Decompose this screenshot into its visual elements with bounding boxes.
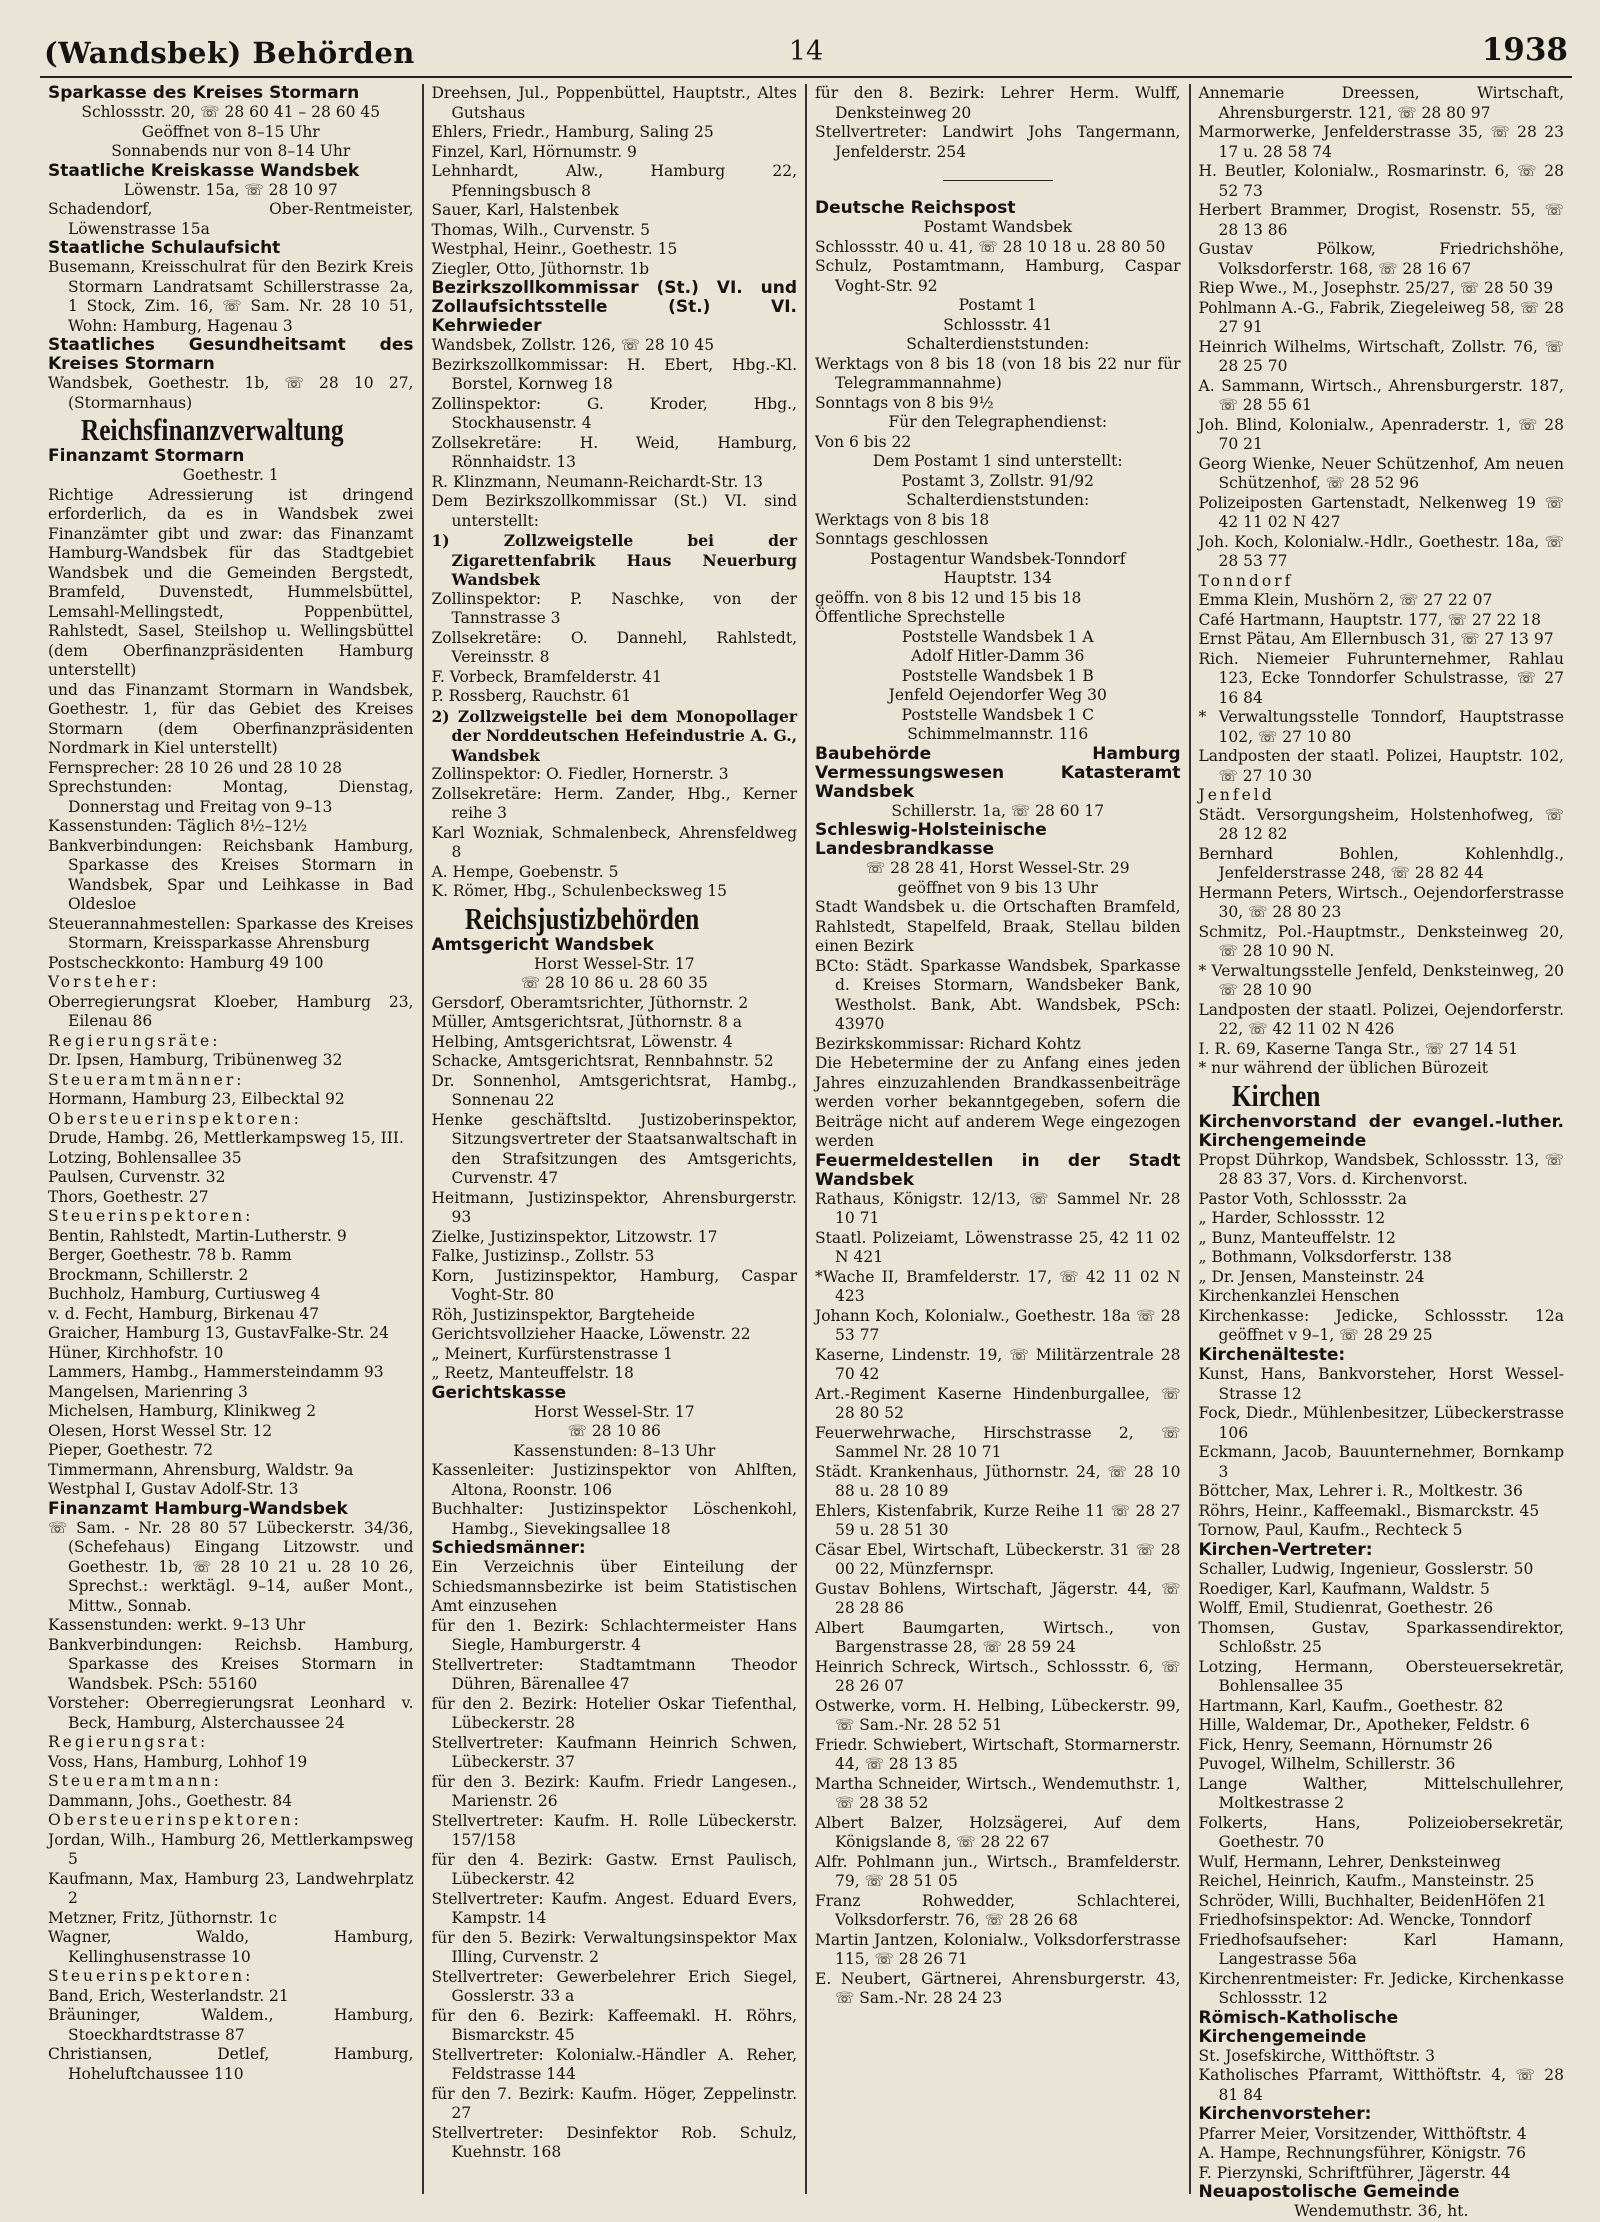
entry: Polizeiposten Gartenstadt, Nelkenweg 19 ☏ 42 11 02 N 427 — [1198, 493, 1564, 531]
entry: Café Hartmann, Hauptstr. 177, ☏ 27 22 18 — [1198, 610, 1541, 629]
entry: Friedr. Schwiebert, Wirtschaft, Stormarnerstr. 44, ☏ 28 13 85 — [815, 1735, 1181, 1773]
entry: für den 3. Bezirk: Kaufm. Friedr Langesen., Marienstr. 26 — [431, 1772, 797, 1810]
entry: Cäsar Ebel, Wirtschaft, Lübeckerstr. 31 ☏ 28 00 22, Münzfernspr. — [815, 1540, 1181, 1578]
entry: Tornow, Paul, Kaufm., Rechteck 5 — [1198, 1521, 1463, 1539]
sub-heading: Kirchenälteste: — [1198, 1344, 1346, 1365]
entry: Bernhard Bohlen, Kohlenhdlg., Jenfelderstrasse 248, ☏ 28 82 44 — [1198, 844, 1564, 882]
entry: Emma Klein, Mushörn 2, ☏ 27 22 07 — [1198, 591, 1493, 609]
major-heading: Reichsjustizbehörden — [464, 900, 699, 936]
entry: Wolff, Emil, Studienrat, Goethestr. 26 — [1198, 1599, 1494, 1617]
entry: Sprechstunden: Montag, Dienstag, Donnerstag und Freitag von 9–13 — [48, 778, 414, 816]
entry: Kaufmann, Max, Hamburg 23, Landwehrplatz 2 — [48, 1869, 414, 1907]
entry: für den 2. Bezirk: Hotelier Oskar Tiefenthal, Lübeckerstr. 28 — [431, 1694, 797, 1732]
spaced-label: Obersteuerinspektoren: — [48, 1811, 302, 1829]
section-heading: Schleswig-Holsteinische Landesbrandkasse — [815, 820, 1047, 859]
centered-line: Schimmelmannstr. 116 — [907, 725, 1089, 743]
entry: Rathaus, Königstr. 12/13, ☏ Sammel Nr. 28 10 71 — [815, 1189, 1181, 1227]
entry: Wandsbek, Zollstr. 126, ☏ 28 10 45 — [431, 336, 715, 354]
entry: H. Beutler, Kolonialw., Rosmarinstr. 6, ☏ 28 52 73 — [1198, 162, 1564, 200]
centered-line: Postagentur Wandsbek-Tonndorf — [869, 549, 1126, 568]
entry: Friedhofsaufseher: Karl Hamann, Langestrasse 56a — [1198, 1930, 1564, 1968]
entry: Hermann Peters, Wirtsch., Oejendorferstrasse 30, ☏ 28 80 23 — [1198, 883, 1564, 921]
entry: Gerichtsvollzieher Haacke, Löwenstr. 22 — [431, 1325, 751, 1343]
entry: Schaller, Ludwig, Ingenieur, Gosslerstr. 50 — [1198, 1560, 1534, 1578]
entry: Öffentliche Sprechstelle — [815, 608, 1006, 626]
entry: Lehnhardt, Alw., Hamburg 22, Pfenningsbusch 8 — [431, 162, 797, 200]
entry: Zielke, Justizinspektor, Litzowstr. 17 — [431, 1227, 718, 1246]
entry: Christiansen, Detlef, Hamburg, Hoheluftchaussee 110 — [48, 2045, 414, 2083]
entry: Dem Bezirkszollkommissar (St.) VI. sind unterstellt: — [431, 492, 797, 530]
entry: Ostwerke, vorm. H. Helbing, Lübeckerstr. 99, ☏ Sam.-Nr. 28 52 51 — [815, 1696, 1181, 1734]
centered-line: Postamt 3, Zollstr. 91/92 — [901, 471, 1095, 490]
centered-line: Adolf Hitler-Damm 36 — [911, 647, 1085, 665]
centered-line: Kassenstunden: 8–13 Uhr — [513, 1441, 716, 1460]
section-heading: Neuapostolische Gemeinde — [1198, 2182, 1460, 2202]
column-2 — [424, 84, 808, 2194]
entry: „ Reetz, Manteuffelstr. 18 — [431, 1364, 634, 1382]
entry: Puvogel, Wilhelm, Schillerstr. 36 — [1198, 1755, 1456, 1773]
entry: R. Klinzmann, Neumann-Reichardt-Str. 13 — [431, 472, 763, 491]
entry: Annemarie Dreessen, Wirtschaft, Ahrensburgerstr. 121, ☏ 28 80 97 — [1198, 84, 1564, 122]
entry: Ehlers, Friedr., Hamburg, Saling 25 — [431, 123, 714, 141]
entry: Michelsen, Hamburg, Klinikweg 2 — [48, 1402, 317, 1420]
entry: „ Dr. Jensen, Mansteinstr. 24 — [1198, 1267, 1425, 1286]
entry: Buchhalter: Justizinspektor Löschenkohl, Hambg., Sievekingsallee 18 — [431, 1500, 797, 1538]
entry: Kirchenkasse: Jedicke, Schlossstr. 12a geöffnet v 9–1, ☏ 28 29 25 — [1198, 1306, 1564, 1344]
entry: Kunst, Hans, Bankvorsteher, Horst Wessel-Strasse 12 — [1198, 1365, 1564, 1403]
entry: Sonntags von 8 bis 9½ — [815, 393, 994, 412]
entry: Katholisches Pfarramt, Witthöftstr. 4, ☏ 28 81 84 — [1198, 2066, 1564, 2104]
entry: Olesen, Horst Wessel Str. 12 — [48, 1421, 273, 1440]
column-3 — [807, 84, 1191, 2194]
entry: Stellvertreter: Desinfektor Rob. Schulz, Kuehnstr. 168 — [431, 2123, 797, 2161]
entry: Werktags von 8 bis 18 (von 18 bis 22 nur für Telegrammannahme) — [815, 354, 1181, 392]
entry: * nur während der üblichen Bürozeit — [1198, 1059, 1489, 1077]
entry: Wulf, Hermann, Lehrer, Denksteinweg — [1198, 1852, 1501, 1871]
entry: K. Römer, Hbg., Schulenbecksweg 15 — [431, 882, 728, 900]
entry: * Verwaltungsstelle Tonndorf, Hauptstrasse 102, ☏ 27 10 80 — [1198, 708, 1564, 746]
entry: Graicher, Hamburg 13, GustavFalke-Str. 24 — [48, 1324, 389, 1342]
entry: Gustav Bohlens, Wirtschaft, Jägerstr. 44, ☏ 28 28 86 — [815, 1579, 1181, 1617]
centered-line: Postamt 1 — [958, 296, 1037, 314]
paragraph: und das Finanzamt Stormarn in Wandsbek, Goethestr. 1, für das Gebiet des Kreises Stormarn (dem Oberfinanzpräsidenten Nordmark in Kiel unterstellt) — [48, 680, 414, 757]
entry: für den 1. Bezirk: Schlachtermeister Hans Siegle, Hamburgerstr. 4 — [431, 1616, 797, 1654]
entry: Kassenstunden: Täglich 8½–12½ — [48, 817, 308, 835]
entry: Busemann, Kreisschulrat für den Bezirk Kreis Stormarn Landratsamt Schillerstrasse 2a, 1 Stock, Zim. 16, ☏ Sam. Nr. 28 10 51, Wohn: Hamburg, Hagenau 3 — [48, 258, 414, 335]
entry: Heinrich Schreck, Wirtsch., Schlossstr. 6, ☏ 28 26 07 — [815, 1657, 1181, 1695]
page-number: 14 — [788, 36, 824, 67]
entry: Mangelsen, Marienring 3 — [48, 1382, 248, 1401]
entry: Ziegler, Otto, Jüthornstr. 1b — [431, 259, 650, 278]
entry: Schacke, Amtsgerichtsrat, Rennbahnstr. 52 — [431, 1052, 774, 1070]
entry: Zollinspektor: P. Naschke, von der Tannstrasse 3 — [431, 589, 797, 627]
entry: Reichel, Heinrich, Kaufm., Mansteinstr. 25 — [1198, 1872, 1535, 1890]
entry: Ernst Pätau, Am Ellernbusch 31, ☏ 27 13 97 — [1198, 630, 1554, 648]
entry: Paulsen, Curvenstr. 32 — [48, 1168, 226, 1186]
section-heading: Sparkasse des Kreises Stormarn — [48, 83, 360, 103]
entry: Rich. Niemeier Fuhrunternehmer, Rahlau 123, Ecke Tonndorfer Schulstrasse, ☏ 27 16 84 — [1198, 649, 1564, 707]
entry: Albert Baumgarten, Wirtsch., von Bargenstrasse 28, ☏ 28 59 24 — [815, 1618, 1181, 1656]
entry: Franz Rohwedder, Schlachterei, Volksdorferstr. 76, ☏ 28 26 68 — [815, 1891, 1181, 1929]
entry: Heitmann, Justizinspektor, Ahrensburgerstr. 93 — [431, 1188, 797, 1226]
centered-line: Für den Telegraphendienst: — [888, 413, 1108, 431]
section-heading: Kirchenvorstand der evangel.-luther. Kirchengemeinde — [1198, 1111, 1564, 1151]
entry: Fick, Henry, Seemann, Hörnumstr 26 — [1198, 1735, 1493, 1754]
entry: Henke geschäftsltd. Justizoberinspektor, Sitzungsvertreter der Staatsanwaltschaft in den Strafsitzungen des Amtsgerichts, Curvenstr. 47 — [431, 1110, 797, 1187]
section-heading: Römisch-Katholische Kirchengemeinde — [1198, 2007, 1399, 2047]
paragraph: Die Hebetermine der zu Anfang eines jeden Jahres einzuzahlenden Brandkassenbeiträge werden vorher bekanntgegeben, sofern die Beiträge nicht auf anderem Wege eingezogen werden — [815, 1054, 1181, 1150]
centered-line: ☏ 28 28 41, Horst Wessel-Str. 29 — [865, 859, 1130, 877]
entry: ☏ Sam. - Nr. 28 80 57 Lübeckerstr. 34/36, (Schefehaus) Eingang Litzowstr. und Goethestr. 1b, ☏ 28 10 21 u. 28 10 26, Sprechst.: werktägl. 9–14, außer Mont., Mittw., Sonnab. — [48, 1518, 414, 1615]
header-year: 1938 — [1481, 32, 1568, 68]
centered-line: ☏ 28 10 86 — [567, 1422, 661, 1440]
entry: Pohlmann A.-G., Fabrik, Ziegeleiweg 58, ☏ 28 27 91 — [1198, 298, 1564, 336]
centered-line: ☏ 28 10 86 u. 28 60 35 — [520, 974, 708, 992]
spaced-label: Steuerinspektoren: — [48, 1967, 254, 1985]
section-heading: Deutsche Reichspost — [815, 198, 1016, 218]
entry: E. Neubert, Gärtnerei, Ahrensburgerstr. 43, ☏ Sam.-Nr. 28 24 23 — [815, 1969, 1181, 2007]
entry: Hormann, Hamburg 23, Eilbecktal 92 — [48, 1090, 345, 1108]
section-heading: Staatliche Kreiskasse Wandsbek — [48, 160, 360, 181]
entry: Ehlers, Kistenfabrik, Kurze Reihe 11 ☏ 28 27 59 u. 28 51 30 — [815, 1501, 1181, 1539]
centered-line: Postamt Wandsbek — [923, 218, 1073, 236]
centered-line: Poststelle Wandsbek 1 B — [901, 666, 1094, 685]
entry: Zollinspektor: O. Fiedler, Hornerstr. 3 — [431, 765, 729, 783]
entry: v. d. Fecht, Hamburg, Birkenau 47 — [48, 1304, 320, 1323]
centered-line: Schalterdienststunden: — [906, 335, 1090, 353]
entry: Fock, Diedr., Mühlenbesitzer, Lübeckerstrasse 106 — [1198, 1404, 1564, 1442]
entry: Landposten der staatl. Polizei, Oejendorferstr. 22, ☏ 42 11 02 N 426 — [1198, 1000, 1564, 1038]
entry: Dreehsen, Jul., Poppenbüttel, Hauptstr., Altes Gutshaus — [431, 84, 797, 122]
entry: A. Hampe, Rechnungsführer, Königstr. 76 — [1198, 2144, 1526, 2162]
entry: Schröder, Willi, Buchhalter, BeidenHöfen 21 — [1198, 1891, 1547, 1910]
entry: Friedhofsinspektor: Ad. Wencke, Tonndorf — [1198, 1911, 1531, 1929]
centered-line: Schillerstr. 1a, ☏ 28 60 17 — [891, 801, 1105, 820]
entry: Brockmann, Schillerstr. 2 — [48, 1265, 249, 1284]
entry: Westphal I, Gustav Adolf-Str. 13 — [48, 1480, 299, 1498]
entry: Propst Dührkop, Wandsbek, Schlossstr. 13, ☏ 28 83 37, Vors. d. Kirchenvorst. — [1198, 1150, 1564, 1188]
entry: geöffn. von 8 bis 12 und 15 bis 18 — [815, 588, 1082, 607]
entry: Sauer, Karl, Halstenbek — [431, 201, 619, 219]
section-heading: Amtsgericht Wandsbek — [431, 934, 654, 955]
spaced-label: Steuerinspektoren: — [48, 1207, 254, 1225]
entry: Vorsteher: Oberregierungsrat Leonhard v. Beck, Hamburg, Alsterchaussee 24 — [48, 1694, 414, 1732]
entry: Zollinspektor: G. Kroder, Hbg., Stockhausenstr. 4 — [431, 394, 797, 432]
entry: Städt. Krankenhaus, Jüthornstr. 24, ☏ 28 10 88 u. 28 10 89 — [815, 1462, 1181, 1500]
entry: Karl Wozniak, Schmalenbeck, Ahrensfeldweg 8 — [431, 823, 797, 861]
entry: Pastor Voth, Schlossstr. 2a — [1198, 1189, 1407, 1208]
centered-line: Dem Postamt 1 sind unterstellt: — [872, 452, 1123, 470]
entry: Kirchenrentmeister: Fr. Jedicke, Kirchenkasse Schlossstr. 12 — [1198, 1969, 1564, 2007]
entry: Metzner, Fritz, Jüthornstr. 1c — [48, 1908, 277, 1927]
section-heading: Gerichtskasse — [431, 1382, 567, 1403]
entry: Bräuninger, Waldem., Hamburg, Stoeckhardtstrasse 87 — [48, 2006, 414, 2044]
entry: Riep Wwe., M., Josephstr. 25/27, ☏ 28 50 39 — [1198, 279, 1554, 297]
column-4 — [1191, 84, 1573, 2220]
spaced-label: Vorsteher: — [48, 973, 160, 991]
entry: Finzel, Karl, Hörnumstr. 9 — [431, 142, 637, 161]
entry: Von 6 bis 22 — [815, 432, 912, 451]
entry: Kaserne, Lindenstr. 19, ☏ Militärzentrale 28 70 42 — [815, 1345, 1181, 1383]
entry: Kirchenkanzlei Henschen — [1198, 1287, 1400, 1305]
spaced-label: Steueramtmänner: — [48, 1070, 245, 1089]
entry: Schlossstr. 40 u. 41, ☏ 28 10 18 u. 28 80 50 — [815, 237, 1166, 256]
entry: Johann Koch, Kolonialw., Goethestr. 18a ☏ 28 53 77 — [815, 1306, 1181, 1344]
centered-line: Goethestr. 1 — [182, 466, 279, 484]
entry: Herbert Brammer, Drogist, Rosenstr. 55, ☏ 28 13 86 — [1198, 201, 1564, 239]
entry: Berger, Goethestr. 78 b. Ramm — [48, 1246, 292, 1264]
entry: Voss, Hans, Hamburg, Lohhof 19 — [48, 1752, 308, 1771]
entry: Thors, Goethestr. 27 — [48, 1187, 209, 1206]
entry: Lotzing, Bohlensallee 35 — [48, 1148, 242, 1167]
column-1 — [40, 84, 424, 2194]
entry: Zollsekretäre: H. Weid, Hamburg, Rönnhaidstr. 13 — [431, 433, 797, 471]
entry: Bentin, Rahlstedt, Martin-Lutherstr. 9 — [48, 1226, 347, 1245]
entry: F. Vorbeck, Bramfelderstr. 41 — [431, 667, 662, 686]
centered-line: Poststelle Wandsbek 1 A — [901, 627, 1094, 646]
entry: Pieper, Goethestr. 72 — [48, 1441, 213, 1459]
entry: P. Rossberg, Rauchstr. 61 — [431, 687, 632, 705]
columns — [40, 83, 1572, 2220]
entry: Stellvertreter: Kaufmann Heinrich Schwen, Lübeckerstr. 37 — [431, 1733, 797, 1771]
entry: Kassenleiter: Justizinspektor von Ahlften, Altona, Roonstr. 106 — [431, 1461, 797, 1499]
entry: Falke, Justizinsp., Zollstr. 53 — [431, 1247, 655, 1265]
centered-line: Löwenstr. 15a, ☏ 28 10 97 — [123, 180, 338, 199]
entry: Müller, Amtsgerichtsrat, Jüthornstr. 8 a — [431, 1013, 743, 1031]
entry: Stellvertreter: Stadtamtmann Theodor Dühren, Bärenallee 47 — [431, 1655, 797, 1693]
entry: „ Harder, Schlossstr. 12 — [1198, 1209, 1386, 1227]
entry: Pfarrer Meier, Vorsitzender, Witthöftstr. 4 — [1198, 2124, 1527, 2143]
entry: Städt. Versorgungsheim, Holstenhofweg, ☏ 28 12 82 — [1198, 805, 1564, 843]
section-heading: Finanzamt Hamburg-Wandsbek — [48, 1498, 348, 1519]
entry: Stellvertreter: Kaufm. H. Rolle Lübeckerstr. 157/158 — [431, 1811, 797, 1849]
centered-line: Sonnabends nur von 8–14 Uhr — [111, 142, 351, 160]
entry: „ Bothmann, Volksdorferstr. 138 — [1198, 1248, 1452, 1266]
entry: Lammers, Hambg., Hammersteindamm 93 — [48, 1363, 384, 1381]
entry: Martin Jantzen, Kolonialw., Volksdorferstrasse 115, ☏ 28 26 71 — [815, 1930, 1181, 1968]
centered-line: Schalterdienststunden: — [906, 491, 1090, 509]
entry: Marmorwerke, Jenfelderstrasse 35, ☏ 28 23 17 u. 28 58 74 — [1198, 123, 1564, 161]
entry: Zollsekretäre: Herm. Zander, Hbg., Kerner reihe 3 — [431, 784, 797, 822]
entry: Westphal, Heinr., Goethestr. 15 — [431, 240, 678, 258]
entry: Wagner, Waldo, Hamburg, Kellinghusenstrasse 10 — [48, 1928, 414, 1966]
entry: Sonntags geschlossen — [815, 530, 989, 548]
centered-line: Wendemuthstr. 36, ht. — [1294, 2202, 1469, 2220]
section-heading: Schiedsmänner: — [431, 1538, 586, 1558]
entry: Hartmann, Karl, Kaufm., Goethestr. 82 — [1198, 1696, 1504, 1715]
spaced-label: Obersteuerinspektoren: — [48, 1109, 302, 1128]
entry: BCto: Städt. Sparkasse Wandsbek, Sparkasse d. Kreises Stormarn, Wandsbeker Bank, Westholst. Bank, Abt. Wandsbek, PSch: 43970 — [815, 956, 1181, 1033]
section-heading: Baubehörde Hamburg Vermessungswesen Katasteramt Wandsbek — [815, 743, 1181, 802]
centered-line: geöffnet von 9 bis 13 Uhr — [897, 878, 1098, 897]
entry: Oberregierungsrat Kloeber, Hamburg 23, Eilenau 86 — [48, 992, 414, 1030]
entry: Dr. Sonnenhol, Amtsgerichtsrat, Hambg., Sonnenau 22 — [431, 1071, 797, 1109]
spaced-label: Tonndorf — [1198, 571, 1294, 590]
entry: Kassenstunden: werkt. 9–13 Uhr — [48, 1616, 306, 1634]
entry: Heinrich Wilhelms, Wirtschaft, Zollstr. 76, ☏ 28 25 70 — [1198, 337, 1564, 375]
entry: Dr. Ipsen, Hamburg, Tribünenweg 32 — [48, 1051, 343, 1069]
section-heading: Staatliches Gesundheitsamt des Kreises Stormarn — [48, 335, 414, 374]
entry: Werktags von 8 bis 18 — [815, 510, 990, 529]
entry: Hille, Waldemar, Dr., Apotheker, Feldstr. 6 — [1198, 1716, 1530, 1734]
centered-line: Schlossstr. 41 — [943, 315, 1053, 334]
entry: Albert Balzer, Holzsägerei, Auf dem Königslande 8, ☏ 28 22 67 — [815, 1813, 1181, 1851]
entry: Joh. Blind, Kolonialw., Apenraderstr. 1, ☏ 28 70 21 — [1198, 415, 1564, 453]
entry: Fernsprecher: 28 10 26 und 28 10 28 — [48, 758, 343, 777]
entry: Zollsekretäre: O. Dannehl, Rahlstedt, Vereinsstr. 8 — [431, 628, 797, 666]
section-heading: Feuermeldestellen in der Stadt Wandsbek — [815, 1150, 1181, 1190]
entry: Feuerwehrwache, Hirschstrasse 2, ☏ Sammel Nr. 28 10 71 — [815, 1423, 1181, 1461]
page-header — [40, 32, 1572, 78]
entry: Georg Wienke, Neuer Schützenhof, Am neuen Schützenhof, ☏ 28 52 96 — [1198, 454, 1564, 492]
entry: Alfr. Pohlmann jun., Wirtsch., Bramfelderstr. 79, ☏ 28 51 05 — [815, 1852, 1181, 1890]
entry: Gustav Pölkow, Friedrichshöhe, Volksdorferstr. 168, ☏ 28 16 67 — [1198, 240, 1564, 278]
sub-heading: Kirchen-Vertreter: — [1198, 1539, 1373, 1560]
entry: „ Meinert, Kurfürstenstrasse 1 — [431, 1344, 673, 1363]
entry: Hüner, Kirchhofstr. 10 — [48, 1343, 224, 1362]
entry: Art.-Regiment Kaserne Hindenburgallee, ☏ 28 80 52 — [815, 1384, 1181, 1422]
major-heading: Reichsfinanzverwaltung — [80, 412, 344, 447]
section-heading: Finanzamt Stormarn — [48, 446, 245, 466]
entry: Roediger, Karl, Kaufmann, Waldstr. 5 — [1198, 1579, 1490, 1598]
entry: Landposten der staatl. Polizei, Hauptstr. 102, ☏ 27 10 30 — [1198, 747, 1564, 785]
entry: Buchholz, Hamburg, Curtiusweg 4 — [48, 1285, 321, 1303]
entry: Stellvertreter: Kolonialw.-Händler A. Reher, Feldstrasse 144 — [431, 2045, 797, 2083]
entry: A. Sammann, Wirtsch., Ahrensburgerstr. 187, ☏ 28 55 61 — [1198, 376, 1564, 414]
entry: Bankverbindungen: Reichsb. Hamburg, Sparkasse des Kreises Stormarn in Wandsbek. PSch: 55160 — [48, 1635, 414, 1693]
centered-line: Horst Wessel-Str. 17 — [533, 1402, 695, 1421]
entry: Helbing, Amtsgerichtsrat, Löwenstr. 4 — [431, 1032, 733, 1051]
entry: F. Pierzynski, Schriftführer, Jägerstr. 44 — [1198, 2163, 1511, 2182]
spaced-label: Steueramtmann: — [48, 1772, 222, 1790]
entry: Jordan, Wilh., Hamburg 26, Mettlerkampsweg 5 — [48, 1830, 414, 1868]
entry: Steuerannahmestellen: Sparkasse des Kreises Stormarn, Kreissparkasse Ahrensburg — [48, 914, 414, 952]
entry: Wandsbek, Goethestr. 1b, ☏ 28 10 27, (Stormarnhaus) — [48, 374, 414, 412]
entry: Band, Erich, Westerlandstr. 21 — [48, 1986, 289, 2005]
entry: Thomsen, Gustav, Sparkassendirektor, Schloßstr. 25 — [1198, 1618, 1564, 1656]
spaced-label: Regierungsräte: — [48, 1031, 221, 1050]
paragraph: Richtige Adressierung ist dringend erforderlich, da es in Wandsbek zwei Finanzämter gibt und zwar: das Finanzamt Hamburg-Wandsbek für das Stadtgebiet Wandsbek und die Gemeinden Bergstedt, Bramfeld, Duvenstedt, Hummelsbüttel, Lemsahl-Mellingstedt, Poppenbüttel, Rahlstedt, Sasel, Steilshop u. Wellingsbüttel (dem Oberfinanzpräsidenten Hamburg unterstellt) — [48, 485, 414, 679]
entry: Bankverbindungen: Reichsbank Hamburg, Sparkasse des Kreises Stormarn in Wandsbek, Spar und Leihkasse in Bad Oldesloe — [48, 836, 414, 913]
section-heading: Staatliche Schulaufsicht — [48, 238, 281, 258]
centered-line: Geöffnet von 8–15 Uhr — [141, 122, 320, 141]
entry: Postscheckkonto: Hamburg 49 100 — [48, 953, 324, 972]
entry: Böttcher, Max, Lehrer i. R., Moltkestr. 36 — [1198, 1482, 1523, 1500]
entry: Korn, Justizinspektor, Hamburg, Caspar Voght-Str. 80 — [431, 1266, 797, 1304]
centered-line: Horst Wessel-Str. 17 — [533, 954, 695, 973]
entry: Eckmann, Jacob, Bauunternehmer, Bornkamp 3 — [1198, 1443, 1564, 1481]
entry: Bezirkszollkommissar: H. Ebert, Hbg.-Kl. Borstel, Kornweg 18 — [431, 355, 797, 393]
entry: Lotzing, Hermann, Obersteuersekretär, Bohlensallee 35 — [1198, 1657, 1564, 1695]
sub-heading: Kirchenvorsteher: — [1198, 2104, 1372, 2124]
centered-line: Schlossstr. 20, ☏ 28 60 41 – 28 60 45 — [81, 103, 381, 121]
entry: Thomas, Wilh., Curvenstr. 5 — [431, 220, 651, 239]
entry: Schulz, Postamtmann, Hamburg, Caspar Voght-Str. 92 — [815, 257, 1181, 295]
centered-line: Hauptstr. 134 — [943, 569, 1052, 587]
centered-line: Jenfeld Oejendorfer Weg 30 — [888, 686, 1107, 704]
entry: Joh. Koch, Kolonialw.-Hdlr., Goethestr. 18a, ☏ 28 53 77 — [1198, 532, 1564, 570]
entry: für den 4. Bezirk: Gastw. Ernst Paulisch, Lübeckerstr. 42 — [431, 1850, 797, 1888]
entry: Staatl. Polizeiamt, Löwenstrasse 25, 42 11 02 N 421 — [815, 1228, 1181, 1266]
header-title: (Wandsbek) Behörden — [44, 36, 415, 70]
section-heading: Bezirkszollkommissar (St.) VI. und Zollaufsichtsstelle (St.) VI. Kehrwieder — [431, 278, 797, 336]
entry: * Verwaltungsstelle Jenfeld, Denksteinweg, 20 ☏ 28 10 90 — [1198, 961, 1564, 999]
entry: Röh, Justizinspektor, Bargteheide — [431, 1305, 695, 1324]
entry: Folkerts, Hans, Polizeiobersekretär, Goethestr. 70 — [1198, 1813, 1564, 1851]
entry: für den 6. Bezirk: Kaffeemakl. H. Röhrs, Bismarckstr. 45 — [431, 2006, 797, 2044]
spaced-label: Regierungsrat: — [48, 1733, 209, 1751]
paragraph: Stadt Wandsbek u. die Ortschaften Bramfeld, Rahlstedt, Stapelfeld, Braak, Stellau bilden einen Bezirk — [815, 898, 1181, 955]
divider — [943, 180, 1053, 181]
entry: Schmitz, Pol.-Hauptmstr., Denksteinweg 20, ☏ 28 10 90 N. — [1198, 922, 1564, 960]
entry: Martha Schneider, Wirtsch., Wendemuthstr. 1, ☏ 28 38 52 — [815, 1774, 1181, 1812]
entry: Schadendorf, Ober-Rentmeister, Löwenstrasse 15a — [48, 200, 414, 238]
entry: Dammann, Johs., Goethestr. 84 — [48, 1791, 293, 1810]
entry: für den 8. Bezirk: Lehrer Herm. Wulff, Denksteinweg 20 — [815, 84, 1181, 122]
entry: Timmermann, Ahrensburg, Waldstr. 9a — [48, 1460, 354, 1479]
entry: *Wache II, Bramfelderstr. 17, ☏ 42 11 02 N 423 — [815, 1267, 1181, 1305]
entry: Stellvertreter: Landwirt Johs Tangermann, Jenfelderstr. 254 — [815, 123, 1181, 161]
bold-entry: 2) Zollzweigstelle bei dem Monopollager der Norddeutschen Hefeindustrie A. G., Wandsbek — [431, 706, 797, 765]
entry: „ Bunz, Manteuffelstr. 12 — [1198, 1228, 1396, 1247]
major-heading: Kirchen — [1231, 1077, 1320, 1113]
entry: Gersdorf, Oberamtsrichter, Jüthornstr. 2 — [431, 993, 749, 1012]
entry: für den 7. Bezirk: Kaufm. Höger, Zeppelinstr. 27 — [431, 2084, 797, 2122]
entry: St. Josefskirche, Witthöftstr. 3 — [1198, 2046, 1435, 2065]
entry: I. R. 69, Kaserne Tanga Str., ☏ 27 14 51 — [1198, 1039, 1519, 1058]
entry: Drude, Hambg. 26, Mettlerkampsweg 15, III. — [48, 1129, 404, 1147]
spaced-label: Jenfeld — [1198, 786, 1275, 804]
entry: Bezirkskommissar: Richard Kohtz — [815, 1034, 1081, 1053]
entry: Röhrs, Heinr., Kaffeemakl., Bismarckstr. 45 — [1198, 1501, 1540, 1520]
paragraph: Ein Verzeichnis über Einteilung der Schiedsmannsbezirke ist beim Statistischen Amt einzusehen — [431, 1558, 797, 1615]
entry: Stellvertreter: Kaufm. Angest. Eduard Evers, Kampstr. 14 — [431, 1889, 797, 1927]
entry: Stellvertreter: Gewerbelehrer Erich Siegel, Gosslerstr. 33 a — [431, 1967, 797, 2005]
entry: für den 5. Bezirk: Verwaltungsinspektor Max Illing, Curvenstr. 2 — [431, 1928, 797, 1966]
entry: A. Hempe, Goebenstr. 5 — [431, 862, 619, 881]
bold-entry: 1) Zollzweigstelle bei der Zigarettenfabrik Haus Neuerburg Wandsbek — [431, 531, 797, 589]
entry: Lange Walther, Mittelschullehrer, Moltkestrasse 2 — [1198, 1774, 1564, 1812]
centered-line: Poststelle Wandsbek 1 C — [901, 705, 1094, 724]
